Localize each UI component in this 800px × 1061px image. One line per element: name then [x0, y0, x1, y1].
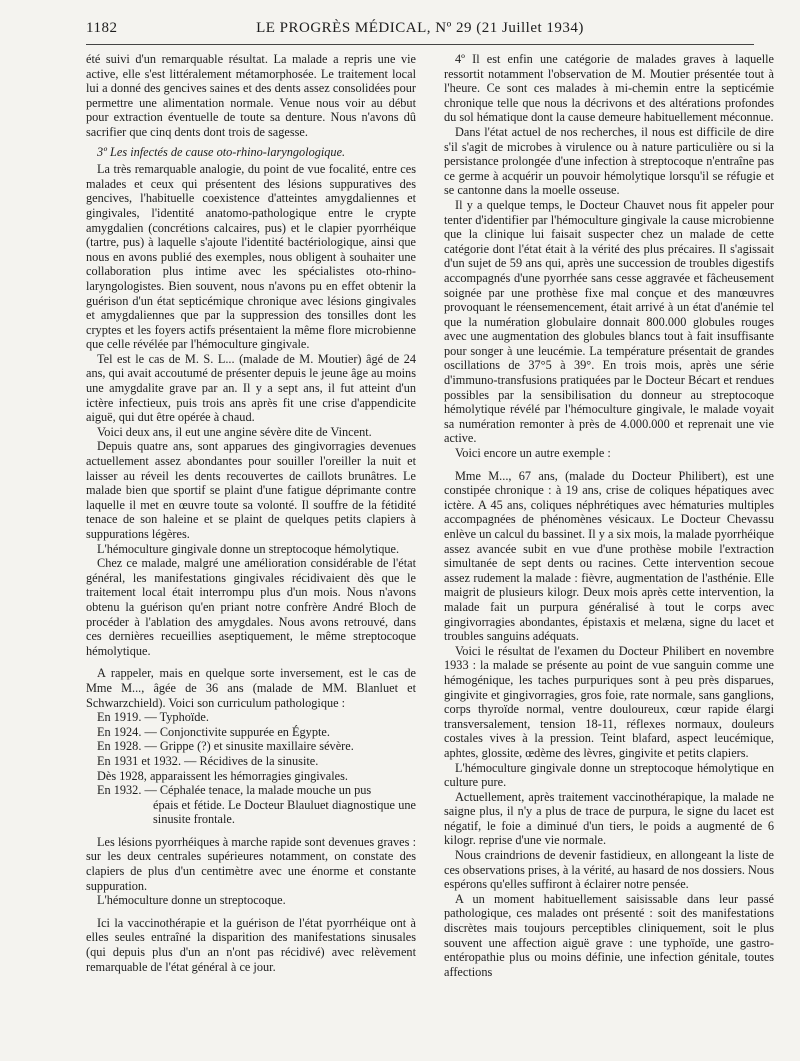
paragraph: Ici la vaccinothérapie et la guérison de l'état pyorrhéique ont à elles seules entraîné la disparition des manifestations sinusales (qui depuis plus d'un an n'ont pas récidivé) avec relèvement remarquable de l'état général à ce jour.: [86, 915, 416, 974]
paragraph: A rappeler, mais en quelque sorte inversement, est le cas de Mme M..., âgée de 36 ans (malade de MM. Blanluet et Schwarzchield). Voici son curriculum pathologique :: [86, 666, 416, 710]
history-entry: En 1932. — Céphalée tenace, la malade mouche un pus: [97, 783, 372, 798]
paragraph: L'hémoculture donne un streptocoque.: [97, 893, 286, 908]
history-entry: En 1919. — Typhoïde.: [97, 710, 209, 725]
paragraph: Mme M..., 67 ans, (malade du Docteur Philibert), est une constipée chronique : à 19 ans, crise de coliques hépatiques avec ictère. A 45 ans, coliques néphrétiques avec hématuries multiples accompagnées de phénomènes vésicaux. Le Docteur Chevassu enlève un calcul du bassinet. Il y a six mois, la malade pyorrhéique assez avancée subit en vue d'une prothèse mobile l'extraction simultanée de sept dents ou racines. Cette intervention secoue assez rudement la malade : fièvre, augmentation de l'asthénie. Elle maigrit de plusieurs kilogr. Deux mois après cette intervention, la malade fait un purpura généralisé à tout le corps avec gingivorragies abondantes, épistaxis et melæna, signe du lacet et troubles sanguins adéquats.: [444, 468, 774, 644]
paragraph: L'hémoculture gingivale donne un streptocoque hémolytique en culture pure.: [444, 760, 774, 790]
paragraph: Depuis quatre ans, sont apparues des gingivorragies devenues actuellement assez abondantes pour souiller l'oreiller la nuit et laisser au réveil les dents recouvertes de caillots brunâtres. Le malade bien que sportif se plaint d'une fatigue déprimante contre laquelle il met en œuvre toute sa volonté. Il souffre de la fétidité tenace de son haleine et se plaint de quelques petits clapiers à suppurations légères.: [86, 439, 416, 541]
paragraph: L'hémoculture gingivale donne un streptocoque hémolytique.: [97, 541, 400, 556]
header-rule: [86, 44, 754, 45]
paragraph: Voici encore un autre exemple :: [455, 446, 611, 461]
history-entry: Dès 1928, apparaissent les hémorragies gingivales.: [97, 768, 348, 783]
journal-title: LE PROGRÈS MÉDICAL, Nº 29 (21 Juillet 1934): [256, 20, 584, 36]
paragraph: 4º Il est enfin une catégorie de malades graves à laquelle ressortit notamment l'observation de M. Moutier présentée tout à l'heure. Ce sont ces malades à mi-chemin entre la septicémie chronique telle que nous la décrivons et des altérations profondes du sol hématique dont la cause demeure habituellement méconnue.: [444, 52, 774, 125]
paragraph: A un moment habituellement saisissable dans leur passé pathologique, ces malades ont présenté : soit des manifestations discrètes mais toujours perceptibles cliniquement, soit le plus souvent une affection aiguë grave : une typhoïde, une gastro-entéropathie plus ou moins définie, une infection génitale, toutes affections: [444, 891, 774, 979]
paragraph: Dans l'état actuel de nos recherches, il nous est difficile de dire s'il s'agit de microbes à virulence ou à nature particulière ou si la persistance prolongée d'une infection à streptocoque n'entraîne pas ce germe à acquérir un pouvoir hémolytique lorsqu'il se réfugie et se cantonne dans la moelle osseuse.: [444, 124, 774, 198]
history-entry: En 1924. — Conjonctivite suppurée en Égypte.: [97, 724, 330, 739]
left-column: [86, 52, 416, 974]
section-heading: 3º Les infectés de cause oto-rhino-laryngologique.: [97, 144, 346, 159]
right-column: [444, 52, 774, 979]
history-entry-continued: épais et fétide. Le Docteur Blauluet diagnostique une sinusite frontale.: [153, 797, 416, 827]
paragraph: Chez ce malade, malgré une amélioration considérable de l'état général, les manifestations gingivales récidivaient dès que le traitement local était interrompu plus d'un mois. Nous n'avons obtenu la guérison qu'en priant notre confrère André Bloch de procéder à l'ablation des amygdales. Nous avons retrouvé, dans ces dernières recueillies aseptiquement, le même streptocoque hémolytique.: [86, 556, 416, 658]
paragraph: été suivi d'un remarquable résultat. La malade a repris une vie active, elle s'est littéralement métamorphosée. Le traitement local lui a donné des gencives saines et des dents assez consolidées pour permettre une alimentation normale. Venue nous voir au début pour extraction éventuelle de toute sa denture. Nous n'avons dû sacrifier que cinq dents dont trois de sagesse.: [86, 52, 416, 139]
page-number: 1182: [86, 20, 118, 36]
paragraph: Il y a quelque temps, le Docteur Chauvet nous fit appeler pour tenter d'identifier par l'hémoculture gingivale la cause microbienne que la clinique lui faisait suspecter chez un malade de cette catégorie dont l'état était à la vérité des plus précaires. Il s'agissait d'un sujet de 59 ans qui, après une succession de troubles digestifs accompagnés d'une pyorrhée sans cesse aggravée et fâcheusement soignée par une prothèse fixe mal conçue et des manœuvres provoquant le réensemencement, était arrivé à un état d'anémie tel que la numération globulaire donnait 800.000 globules rouges avec une augmentation des globules blancs tout à fait insuffisante pour songer à une leucémie. La température présentait de grandes oscillations de 37°5 à 39°. En trois mois, après une série d'immuno-transfusions pratiquées par le Docteur Bécart et rendues possibles par la sensibilisation du donneur au streptocoque hémolytique révélé par l'hémoculture gingivale, le malade voyait sa numération remonter à près de 4.000.000 et reprenait une vie active.: [444, 197, 774, 446]
paragraph: Nous craindrions de devenir fastidieux, en allongeant la liste de ces observations prises, à la vérité, au hasard de nos dossiers. Nous espérons qu'elles suffiront à éclairer notre pensée.: [444, 848, 774, 892]
paragraph: Voici le résultat de l'examen du Docteur Philibert en novembre 1933 : la malade se présente au point de vue sanguin comme une hémogénique, les taches purpuriques sont à peu près disparues, gingivite et gingivorragies, gros foie, rate normale, sans ganglions, corps thyroïde normal, ventre douloureux, cœur rapide élargi transversalement, tension 18-11, réflexes normaux, douleurs costales vives à la pression. Teint blafard, aspect leucémique, aphtes, glossite, œdème des lèvres, gingivite et petits clapiers.: [444, 643, 774, 760]
history-entry: En 1931 et 1932. — Récidives de la sinusite.: [97, 753, 319, 768]
history-entry: En 1928. — Grippe (?) et sinusite maxillaire sévère.: [97, 739, 354, 754]
paragraph: La très remarquable analogie, du point de vue focalité, entre ces malades et ceux qui présentent des lésions suppuratives des gencives, l'habituelle coexistence d'atteintes amygdaliennes et gingivales, l'identité anatomo-pathologique entre le crypte amygdalien (concrétions calcaires, pus) et le clapier pyorrhéique (tartre, pus) à laquelle s'ajoute l'identité bactériologique, ainsi que nous en avons publié des exemples, nous obligent à souhaiter une collaboration plus intime avec les spécialistes oto-rhino-laryngologistes. Bien souvent, nous n'avons pu en effet obtenir la guérison d'un état septicémique chronique avec lésions gingivales et amygdaliennes que par la suppression des tonsilles dont les cryptes et les foyers actifs présentaient la même flore microbienne que celle révélée par l'hémoculture gingivale.: [86, 162, 416, 352]
paragraph: Voici deux ans, il eut une angine sévère dite de Vincent.: [97, 424, 372, 439]
paragraph: Actuellement, après traitement vaccinothérapique, la malade ne saigne plus, il n'y a plus de trace de purpura, le signe du lacet est négatif, le foie a diminué d'un tiers, le poids a augmenté de 6 kilogr. reprise d'une vie normale.: [444, 789, 774, 848]
paragraph: Tel est le cas de M. S. L... (malade de M. Moutier) âgé de 24 ans, qui avait accoutumé de présenter depuis le jeune âge au moins une amygdalite grave par an. Il y a sept ans, il fut atteint d'un ictère infectieux, puis trois ans après fit une crise d'appendicite aiguë, qui dut être opérée à chaud.: [86, 351, 416, 425]
running-head: [86, 20, 754, 44]
paragraph: Les lésions pyorrhéiques à marche rapide sont devenues graves : sur les deux centrales supérieures notamment, on constate des clapiers de plus d'un centimètre avec une énorme et constante suppuration.: [86, 834, 416, 893]
